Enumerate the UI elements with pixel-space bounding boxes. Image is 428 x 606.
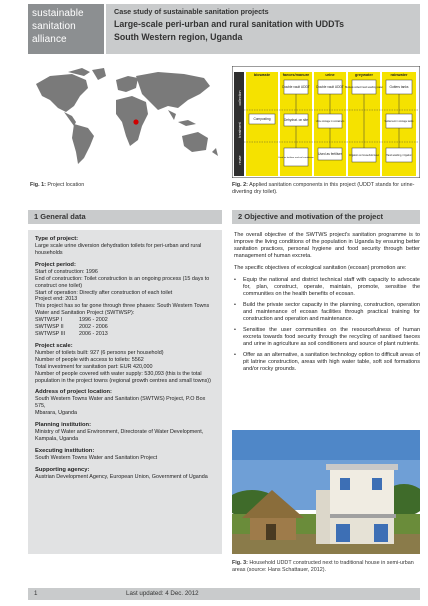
scale-line: Number of toilets built: 927 (6 persons per household) xyxy=(35,349,164,356)
figure-1-label: Fig. 1: xyxy=(30,182,46,188)
bullet-text: Build the private sector capacity in the planning, construction, operation and maintenance of ecosan facilities through practical training for construction and operation and maintenance. xyxy=(243,302,420,322)
column-biowaste: biowaste xyxy=(253,73,271,77)
project-location-map xyxy=(28,66,220,172)
section-general-data-heading: 1 General data xyxy=(28,210,222,224)
bullet-glyph: • xyxy=(234,352,236,358)
uddt-photo-graphic xyxy=(232,430,420,554)
phase-years: 2006 - 2013 xyxy=(79,330,108,337)
world-map-graphic xyxy=(28,66,220,172)
type-text: Large scale urine diversion dehydration toilets for peri-urban and rural households xyxy=(35,243,202,256)
figure-1-caption xyxy=(30,182,216,189)
document-title-line-1: Large-scale peri-urban and rural sanitation with UDDTs xyxy=(114,19,345,29)
phase-name: SWTWSP II xyxy=(35,324,64,331)
address-label: Address of project location: xyxy=(35,389,112,396)
figure-3-caption xyxy=(232,560,420,574)
sanitation-diagram-graphic xyxy=(232,66,420,178)
sanitation-components-diagram xyxy=(232,66,420,178)
objective-bullet xyxy=(234,327,420,348)
cell-faeces-treatment: Dehydrat. on site xyxy=(283,118,309,122)
objective-text xyxy=(234,232,420,377)
cell-faeces-reuse: Used as fertiliser and soil conditioner xyxy=(278,157,314,159)
scale-line: Total investment for sanitation part: EUR 420,000 xyxy=(35,363,153,370)
section-objective-heading: 2 Objective and motivation of the project xyxy=(232,210,420,224)
phase-row xyxy=(35,324,215,331)
bullet-glyph: • xyxy=(234,327,236,333)
cell-urine-reuse: Used as fertiliser xyxy=(318,152,342,156)
period-line: Start of operation: Directly after construction of each toilet xyxy=(35,289,173,296)
last-updated: Last updated: 4 Dec. 2012 xyxy=(126,590,199,597)
phase-row xyxy=(35,331,215,338)
uddt-photo xyxy=(232,430,420,554)
objective-bullet xyxy=(234,277,420,298)
logo-line-2: sanitation xyxy=(32,21,76,32)
cell-rainwater-reuse: Hand washing, irrigation xyxy=(386,154,412,157)
logo-line-3: alliance xyxy=(32,34,67,45)
period-line: Project end: 2013 xyxy=(35,296,78,303)
phase-years: 1996 - 2002 xyxy=(79,317,108,324)
bullet-glyph: • xyxy=(234,277,236,283)
logo-line-1: sustainable xyxy=(32,8,84,19)
case-study-label: Case study of sustainable sanitation projects xyxy=(114,7,269,16)
phase-name: SWTWSP III xyxy=(35,330,66,337)
objective-paragraph-1: The overall objective of the SWTWS project's sanitation programme is to improve the living conditions of the population in Uganda by ensuring better sanitation practices, personal hygiene and food security through better management of human excreta. xyxy=(234,232,420,259)
bullet-text: Offer as an alternative, a sanitation technology option to difficult areas of pit latrine construction, areas with high water table, soft soil formations and/or rocky grounds. xyxy=(243,352,420,372)
objective-bullet xyxy=(234,352,420,373)
figure-1-text: Project location xyxy=(47,182,85,188)
title-bar xyxy=(106,4,420,54)
cell-greywater-reuse: Irrigation on household level xyxy=(349,154,379,157)
phase-row xyxy=(35,317,215,324)
phase-name: SWTWSP I xyxy=(35,317,63,324)
supporting-text: Austrian Development Agency, European Union, Government of Uganda xyxy=(35,473,208,480)
document-title-line-2: South Western region, Uganda xyxy=(114,32,243,42)
page-footer xyxy=(28,588,420,600)
executing-label: Executing institution: xyxy=(35,447,95,454)
bullet-text: Equip the national and district technical staff with capacity to advocate for, plan, construct, operate, maintain, promote, sensitise the communities on the health benefits of ecosan. xyxy=(243,277,420,297)
bullet-glyph: • xyxy=(234,302,236,308)
planning-text: Ministry of Water and Environment, Directorate of Water Development, Kampala, Uganda xyxy=(35,429,204,443)
objective-paragraph-2: The specific objectives of ecological sanitation (ecosan) promotion are: xyxy=(234,265,407,271)
general-data-panel xyxy=(28,230,222,554)
cell-rainwater-treatment: Settlement in storage tanks xyxy=(384,120,414,123)
row-label-reuse: reuse xyxy=(238,155,242,165)
supporting-label: Supporting agency: xyxy=(35,466,90,473)
column-rainwater: rainwater xyxy=(390,73,408,77)
planning-label: Planning institution: xyxy=(35,422,92,429)
page-number: 1 xyxy=(34,590,38,597)
cell-greywater-collection: Buckets collect hand washing water xyxy=(345,86,383,89)
cell-rainwater-collection: Gutters tanks xyxy=(389,85,409,89)
row-label-treatment: treatment xyxy=(238,122,242,138)
figure-3-text: Household UDDT constructed next to traditional house in semi-urban areas (source: Hans Schattauer, 2012). xyxy=(232,560,414,573)
scale-line: Number of people with access to toilets: 5562 xyxy=(35,356,144,363)
bullet-text: Sensitise the user communities on the resourcefulness of human excreta towards food security through the recycling of sanitised faeces and urine in agriculture as soil conditioners and source of plant nutrients. xyxy=(243,327,420,347)
executing-text: South Western Towns Water and Sanitation Project xyxy=(35,454,158,461)
address-line: Mbarara, Uganda xyxy=(35,410,77,417)
cell-urine-treatment: Urine storage in containers xyxy=(315,120,345,123)
scale-line: Number of people covered with water supply: 530,093 (this is the total population in the project towns (regional growth centres and small towns)) xyxy=(35,370,211,384)
cell-biowaste-treatment: Composting xyxy=(253,117,271,121)
figure-2-label: Fig. 2: xyxy=(232,182,248,188)
scale-label: Project scale: xyxy=(35,342,73,349)
type-label: Type of project: xyxy=(35,236,79,242)
period-line: This project has so far gone through three phases: South Western Towns Water and Sanitation Project (SWTWSP): xyxy=(35,303,210,317)
column-greywater: greywater xyxy=(355,73,373,77)
period-line: End of construction: Toilet construction is an ongoing process (15 days to construct one toilet) xyxy=(35,275,210,289)
figure-2-text: Applied sanitation components in this project (UDDT stands for urine-diverting dry toilet). xyxy=(232,182,415,195)
figure-3-label: Fig. 3: xyxy=(232,560,248,566)
row-label-collection: collection xyxy=(238,90,242,106)
cell-urine-collection: Double vault UDDT xyxy=(316,85,344,89)
cell-faeces-collection: Double vault UDDT xyxy=(282,85,310,89)
address-line: South Western Towns Water and Sanitation (SWTWS) Project, P.O Box 575, xyxy=(35,396,206,410)
period-label: Project period: xyxy=(35,261,76,268)
figure-2-caption xyxy=(232,182,420,196)
alliance-logo xyxy=(28,4,104,54)
page-header xyxy=(0,0,428,60)
column-faeces: faeces/manure xyxy=(282,73,310,77)
objective-bullet xyxy=(234,302,420,323)
column-urine: urine xyxy=(325,73,335,77)
period-line: Start of construction: 1996 xyxy=(35,268,98,275)
phase-years: 2002 - 2006 xyxy=(79,324,108,331)
project-location-marker xyxy=(133,119,138,124)
